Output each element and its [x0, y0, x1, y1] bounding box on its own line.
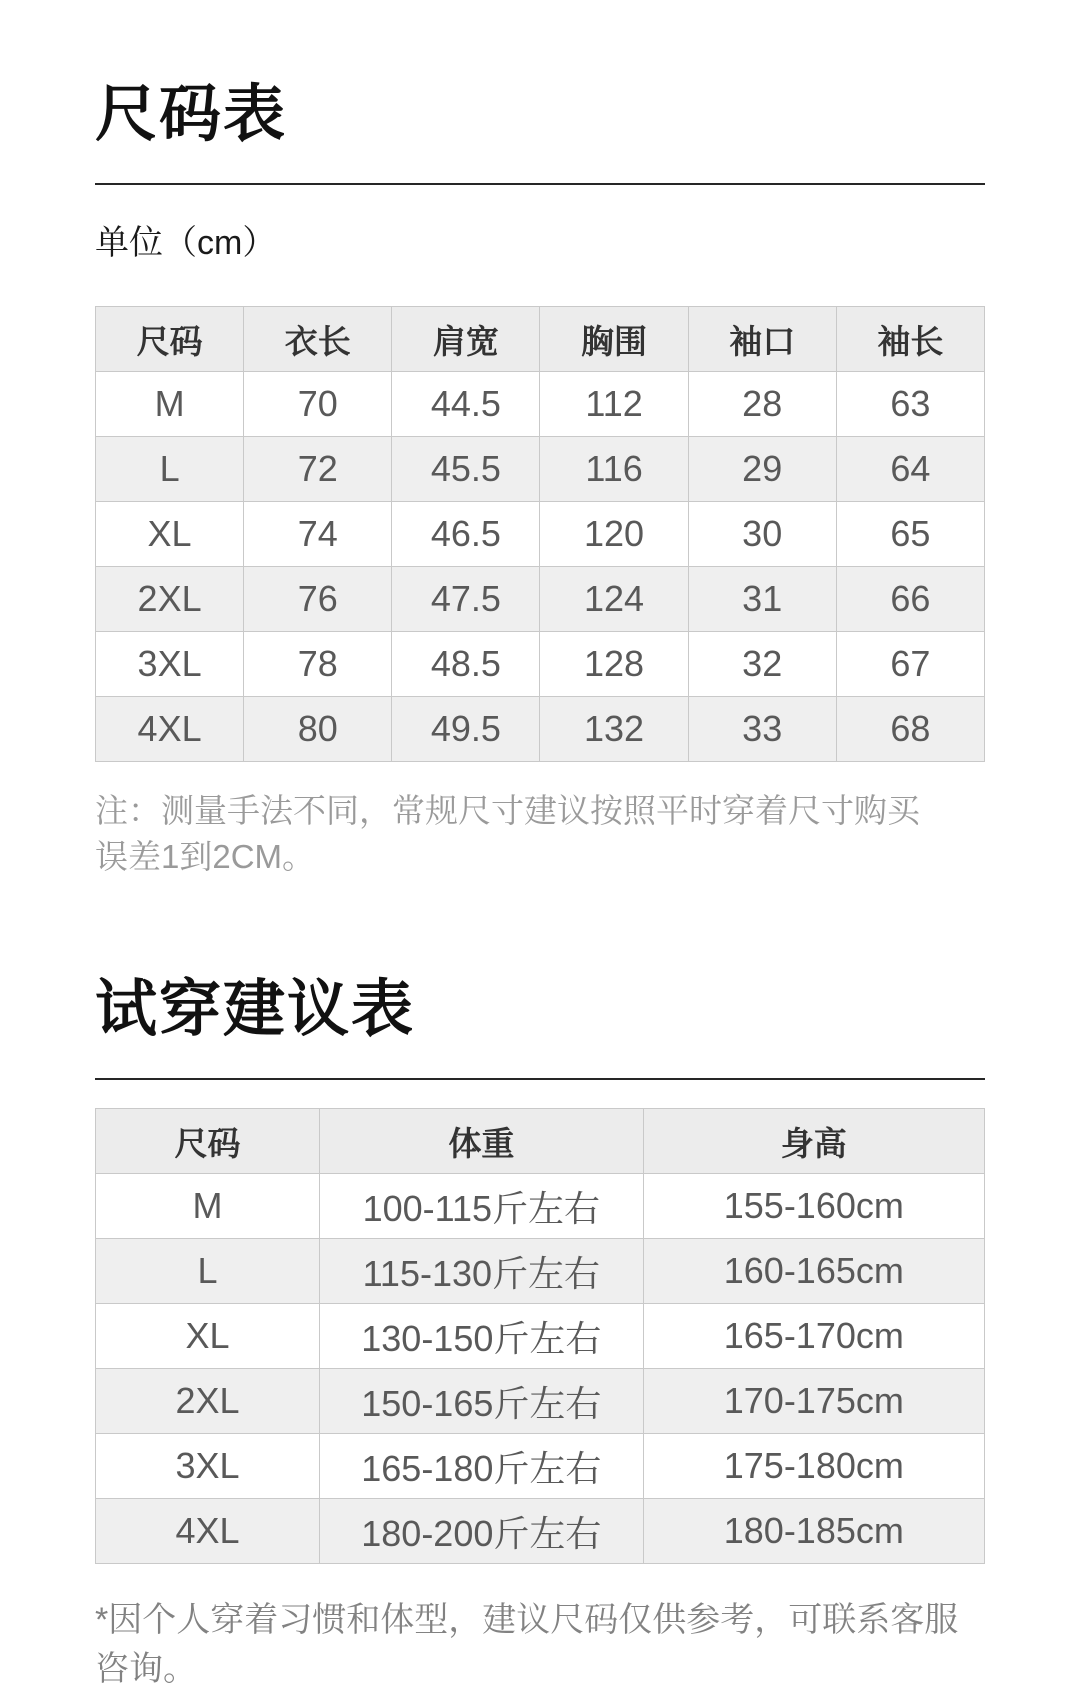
- table-header-row: [96, 307, 985, 372]
- value-cell: 155-160cm: [643, 1174, 984, 1239]
- value-cell: 116: [540, 437, 688, 502]
- value-cell: 32: [688, 632, 836, 697]
- size-measurements-table: [95, 306, 985, 762]
- value-cell: 33: [688, 697, 836, 762]
- size-cell: 4XL: [96, 1499, 320, 1564]
- size-cell: M: [96, 1174, 320, 1239]
- value-cell: 67: [836, 632, 984, 697]
- value-cell: 65: [836, 502, 984, 567]
- table-row: [96, 372, 985, 437]
- value-cell: 70: [244, 372, 392, 437]
- fit-footnote: *因个人穿着习惯和体型，建议尺码仅供参考，可联系客服咨询。: [95, 1601, 959, 1689]
- value-cell: 63: [836, 372, 984, 437]
- value-cell: 170-175cm: [643, 1369, 984, 1434]
- measurement-note-line1: 注：测量手法不同，常规尺寸建议按照平时穿着尺寸购买: [95, 792, 920, 830]
- title-divider: [95, 1078, 985, 1080]
- value-cell: 160-165cm: [643, 1239, 984, 1304]
- value-cell: 48.5: [392, 632, 540, 697]
- table-row: [96, 1434, 985, 1499]
- value-cell: 150-165斤左右: [320, 1369, 644, 1434]
- value-cell: 28: [688, 372, 836, 437]
- value-cell: 132: [540, 697, 688, 762]
- size-cell: L: [96, 1239, 320, 1304]
- column-header: 尺码: [96, 307, 244, 372]
- value-cell: 128: [540, 632, 688, 697]
- fit-suggestion-section: [95, 977, 985, 1690]
- column-header: 尺码: [96, 1109, 320, 1174]
- fit-suggestion-title: 试穿建议表: [95, 975, 416, 1045]
- table-row: [96, 632, 985, 697]
- value-cell: 64: [836, 437, 984, 502]
- size-chart-title: 尺码表: [95, 80, 288, 149]
- column-header: 体重: [320, 1109, 644, 1174]
- table-row: [96, 1304, 985, 1369]
- value-cell: 47.5: [392, 567, 540, 632]
- table-row: [96, 1174, 985, 1239]
- size-cell: L: [96, 437, 244, 502]
- value-cell: 78: [244, 632, 392, 697]
- value-cell: 74: [244, 502, 392, 567]
- value-cell: 112: [540, 372, 688, 437]
- value-cell: 29: [688, 437, 836, 502]
- fit-suggestion-table: [95, 1108, 985, 1564]
- table-row: [96, 1369, 985, 1434]
- value-cell: 165-180斤左右: [320, 1434, 644, 1499]
- value-cell: 76: [244, 567, 392, 632]
- unit-label: 单位（cm）: [95, 224, 277, 263]
- value-cell: 44.5: [392, 372, 540, 437]
- size-cell: 3XL: [96, 632, 244, 697]
- table-header-row: [96, 1109, 985, 1174]
- table-row: [96, 502, 985, 567]
- value-cell: 49.5: [392, 697, 540, 762]
- size-cell: XL: [96, 502, 244, 567]
- value-cell: 180-185cm: [643, 1499, 984, 1564]
- measurement-note-line2: 误差1到2CM。: [95, 837, 316, 875]
- value-cell: 68: [836, 697, 984, 762]
- size-chart-section: [95, 82, 985, 879]
- column-header: 衣长: [244, 307, 392, 372]
- table-row: [96, 697, 985, 762]
- size-cell: M: [96, 372, 244, 437]
- value-cell: 180-200斤左右: [320, 1499, 644, 1564]
- value-cell: 130-150斤左右: [320, 1304, 644, 1369]
- value-cell: 175-180cm: [643, 1434, 984, 1499]
- title-divider: [95, 183, 985, 185]
- value-cell: 124: [540, 567, 688, 632]
- value-cell: 45.5: [392, 437, 540, 502]
- measurement-note: [95, 788, 985, 879]
- size-cell: XL: [96, 1304, 320, 1369]
- table-row: [96, 1239, 985, 1304]
- size-cell: 2XL: [96, 567, 244, 632]
- value-cell: 80: [244, 697, 392, 762]
- value-cell: 165-170cm: [643, 1304, 984, 1369]
- size-cell: 2XL: [96, 1369, 320, 1434]
- value-cell: 100-115斤左右: [320, 1174, 644, 1239]
- value-cell: 30: [688, 502, 836, 567]
- table-row: [96, 567, 985, 632]
- table-row: [96, 437, 985, 502]
- column-header: 袖长: [836, 307, 984, 372]
- column-header: 袖口: [688, 307, 836, 372]
- column-header: 身高: [643, 1109, 984, 1174]
- column-header: 胸围: [540, 307, 688, 372]
- table-row: [96, 1499, 985, 1564]
- value-cell: 46.5: [392, 502, 540, 567]
- size-cell: 3XL: [96, 1434, 320, 1499]
- size-cell: 4XL: [96, 697, 244, 762]
- column-header: 肩宽: [392, 307, 540, 372]
- value-cell: 115-130斤左右: [320, 1239, 644, 1304]
- value-cell: 120: [540, 502, 688, 567]
- value-cell: 31: [688, 567, 836, 632]
- value-cell: 66: [836, 567, 984, 632]
- value-cell: 72: [244, 437, 392, 502]
